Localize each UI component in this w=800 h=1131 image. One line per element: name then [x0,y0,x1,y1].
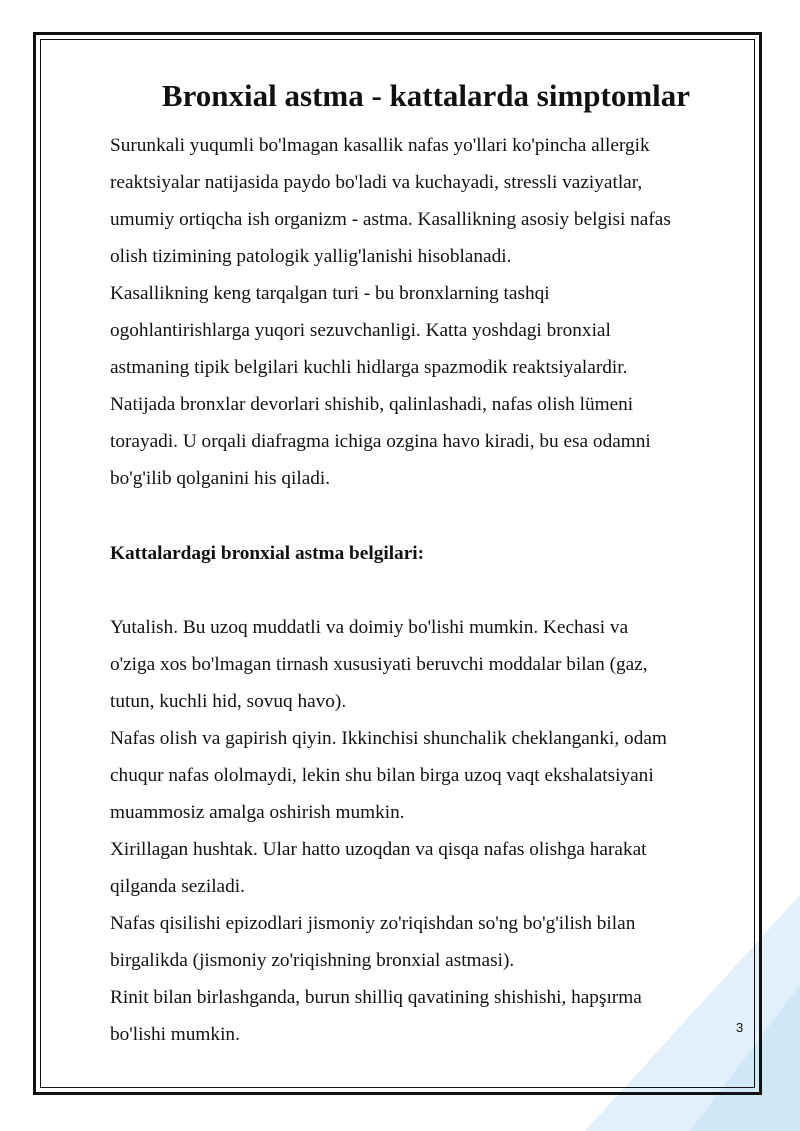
section-heading: Kattalardagi bronxial astma belgilari: [110,543,425,564]
section-heading-block [110,535,750,572]
text-line: umumiy ortiqcha ish organizm - astma. Kasallikning asosiy belgisi nafas [110,209,671,230]
page-title: Bronxial astma - kattalarda simptomlar [161,78,691,113]
text-line: o'ziga xos bo'lmagan tirnash xususiyati beruvchi moddalar bilan (gaz, [110,654,648,675]
text-line: Xirillagan hushtak. Ular hatto uzoqdan va qisqa nafas olishga harakat [110,839,647,860]
text-line: Nafas qisilishi epizodlari jismoniy zo'riqishdan so'ng bo'g'ilish bilan [110,913,636,934]
text-line: tutun, kuchli hid, sovuq havo). [110,691,347,712]
text-line: Yutalish. Bu uzoq muddatli va doimiy bo'lishi mumkin. Kechasi va [110,617,629,638]
text-line: chuqur nafas ololmaydi, lekin shu bilan birga uzoq vaqt ekshalatsiyani [110,765,654,786]
text-line: bo'g'ilib qolganini his qiladi. [110,468,331,489]
symptoms-paragraph [110,609,750,1053]
text-line: Natijada bronxlar devorlari shishib, qalinlashadi, nafas olish lümeni [110,394,634,415]
text-line: olish tizimining patologik yallig'lanishi hisoblanadi. [110,246,512,267]
intro-paragraph [110,127,750,497]
text-line: Rinit bilan birlashganda, burun shilliq qavatining shishishi, hapşırma [110,987,642,1008]
text-line: Nafas olish va gapirish qiyin. Ikkinchisi shunchalik cheklanganki, odam [110,728,667,749]
text-line: reaktsiyalar natijasida paydo bo'ladi va kuchayadi, stressli vaziyatlar, [110,172,643,193]
text-line: qilganda seziladi. [110,876,245,897]
text-line: birgalikda (jismoniy zo'riqishning bronxial astmasi). [110,950,515,971]
text-line: Surunkali yuqumli bo'lmagan kasallik nafas yo'llari ko'pincha allergik [110,135,650,156]
text-line: Kasallikning keng tarqalgan turi - bu bronxlarning tashqi [110,283,550,304]
text-line: torayadi. U orqali diafragma ichiga ozgina havo kiradi, bu esa odamni [110,431,651,452]
text-line: muammosiz amalga oshirish mumkin. [110,802,405,823]
text-line: bo'lishi mumkin. [110,1024,240,1045]
page-number: 3 [736,1020,744,1035]
text-line: ogohlantirishlarga yuqori sezuvchanligi. Katta yoshdagi bronxial [110,320,611,341]
text-line: astmaning tipik belgilari kuchli hidlarga spazmodik reaktsiyalardir. [110,357,628,378]
